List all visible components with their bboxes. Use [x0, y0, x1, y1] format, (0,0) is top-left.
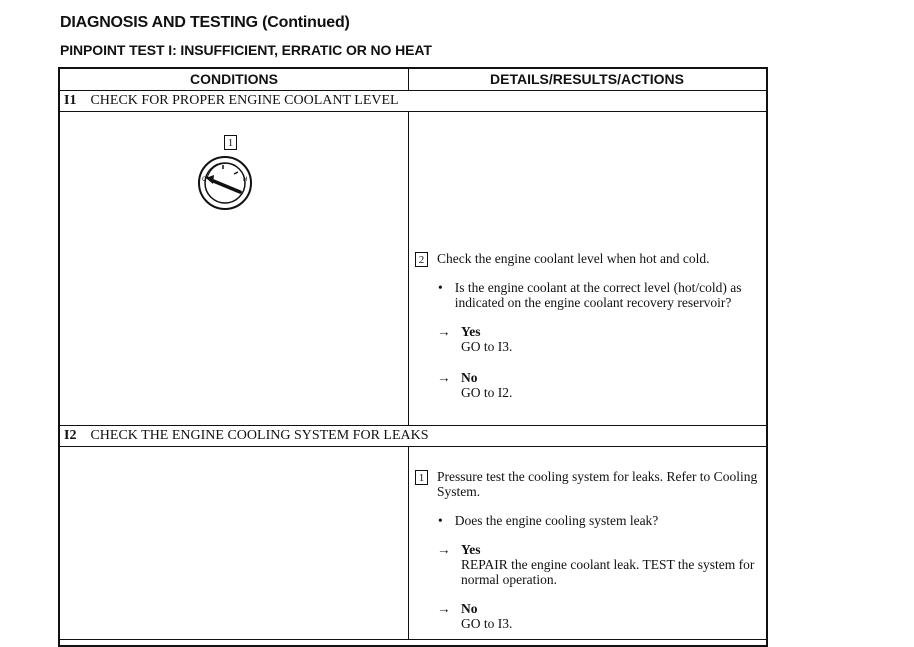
answer-action: REPAIR the engine coolant leak. TEST the system for normal operation.: [461, 557, 755, 587]
figure-callout: 1: [224, 135, 237, 150]
answer-action: GO to I3.: [461, 339, 513, 354]
instruction-text: Pressure test the cooling system for leaks. Refer to Cooling System.: [437, 469, 758, 499]
step-i2-question: [438, 513, 760, 528]
step-i2-header: [64, 428, 429, 444]
step-i2-instruction: [415, 469, 760, 499]
bullet-icon: •: [438, 280, 443, 295]
answer-label: No: [461, 601, 478, 616]
step-i1-question: [438, 280, 760, 310]
step-i2-id: I2: [64, 428, 77, 443]
step-i1-instruction: [415, 251, 760, 267]
instruction-number-box: 1: [415, 470, 428, 485]
answer-no: [437, 370, 760, 400]
arrow-right-icon: →: [437, 542, 451, 557]
table-bottom-divider: [60, 639, 766, 640]
gauge-label-hot: H: [243, 177, 248, 183]
answer-yes: [437, 324, 760, 354]
column-header-details: DETAILS/RESULTS/ACTIONS: [490, 71, 684, 87]
gauge-label-cold: C: [202, 177, 207, 183]
answer-action: GO to I2.: [461, 385, 513, 400]
instruction-number-box: 2: [415, 252, 428, 267]
step-i2-details: [415, 469, 760, 631]
bullet-icon: •: [438, 513, 443, 528]
temperature-gauge-icon: [197, 155, 253, 211]
column-header-conditions: CONDITIONS: [190, 71, 278, 87]
step-i1-divider: [60, 111, 766, 112]
instruction-text: Check the engine coolant level when hot and cold.: [437, 251, 710, 266]
header-divider: [60, 90, 766, 91]
page-title: DIAGNOSIS AND TESTING (Continued): [60, 14, 350, 31]
question-text: Does the engine cooling system leak?: [454, 513, 659, 528]
answer-label: No: [461, 370, 478, 385]
step-i2-title: CHECK THE ENGINE COOLING SYSTEM FOR LEAKS: [90, 428, 429, 443]
arrow-right-icon: →: [437, 324, 451, 339]
arrow-right-icon: →: [437, 601, 451, 616]
answer-yes: [437, 542, 760, 587]
column-divider-i1: [408, 111, 409, 425]
column-divider-i2: [408, 446, 409, 639]
answer-action: GO to I3.: [461, 616, 513, 631]
step-i1-title: CHECK FOR PROPER ENGINE COOLANT LEVEL: [90, 93, 399, 108]
pinpoint-test-table: [58, 67, 768, 647]
step-i2-divider: [60, 446, 766, 447]
arrow-right-icon: →: [437, 370, 451, 385]
pinpoint-test-title: PINPOINT TEST I: INSUFFICIENT, ERRATIC OR NO HEAT: [60, 42, 432, 58]
step-i1-header: [64, 93, 399, 109]
step-i2-top-divider: [60, 425, 766, 426]
step-i1-details: [415, 251, 760, 400]
answer-no: [437, 601, 760, 631]
question-text: Is the engine coolant at the correct level (hot/cold) as indicated on the engine coolant recovery reservoir?: [454, 280, 742, 310]
answer-label: Yes: [461, 324, 481, 339]
answer-label: Yes: [461, 542, 481, 557]
step-i1-id: I1: [64, 93, 77, 108]
